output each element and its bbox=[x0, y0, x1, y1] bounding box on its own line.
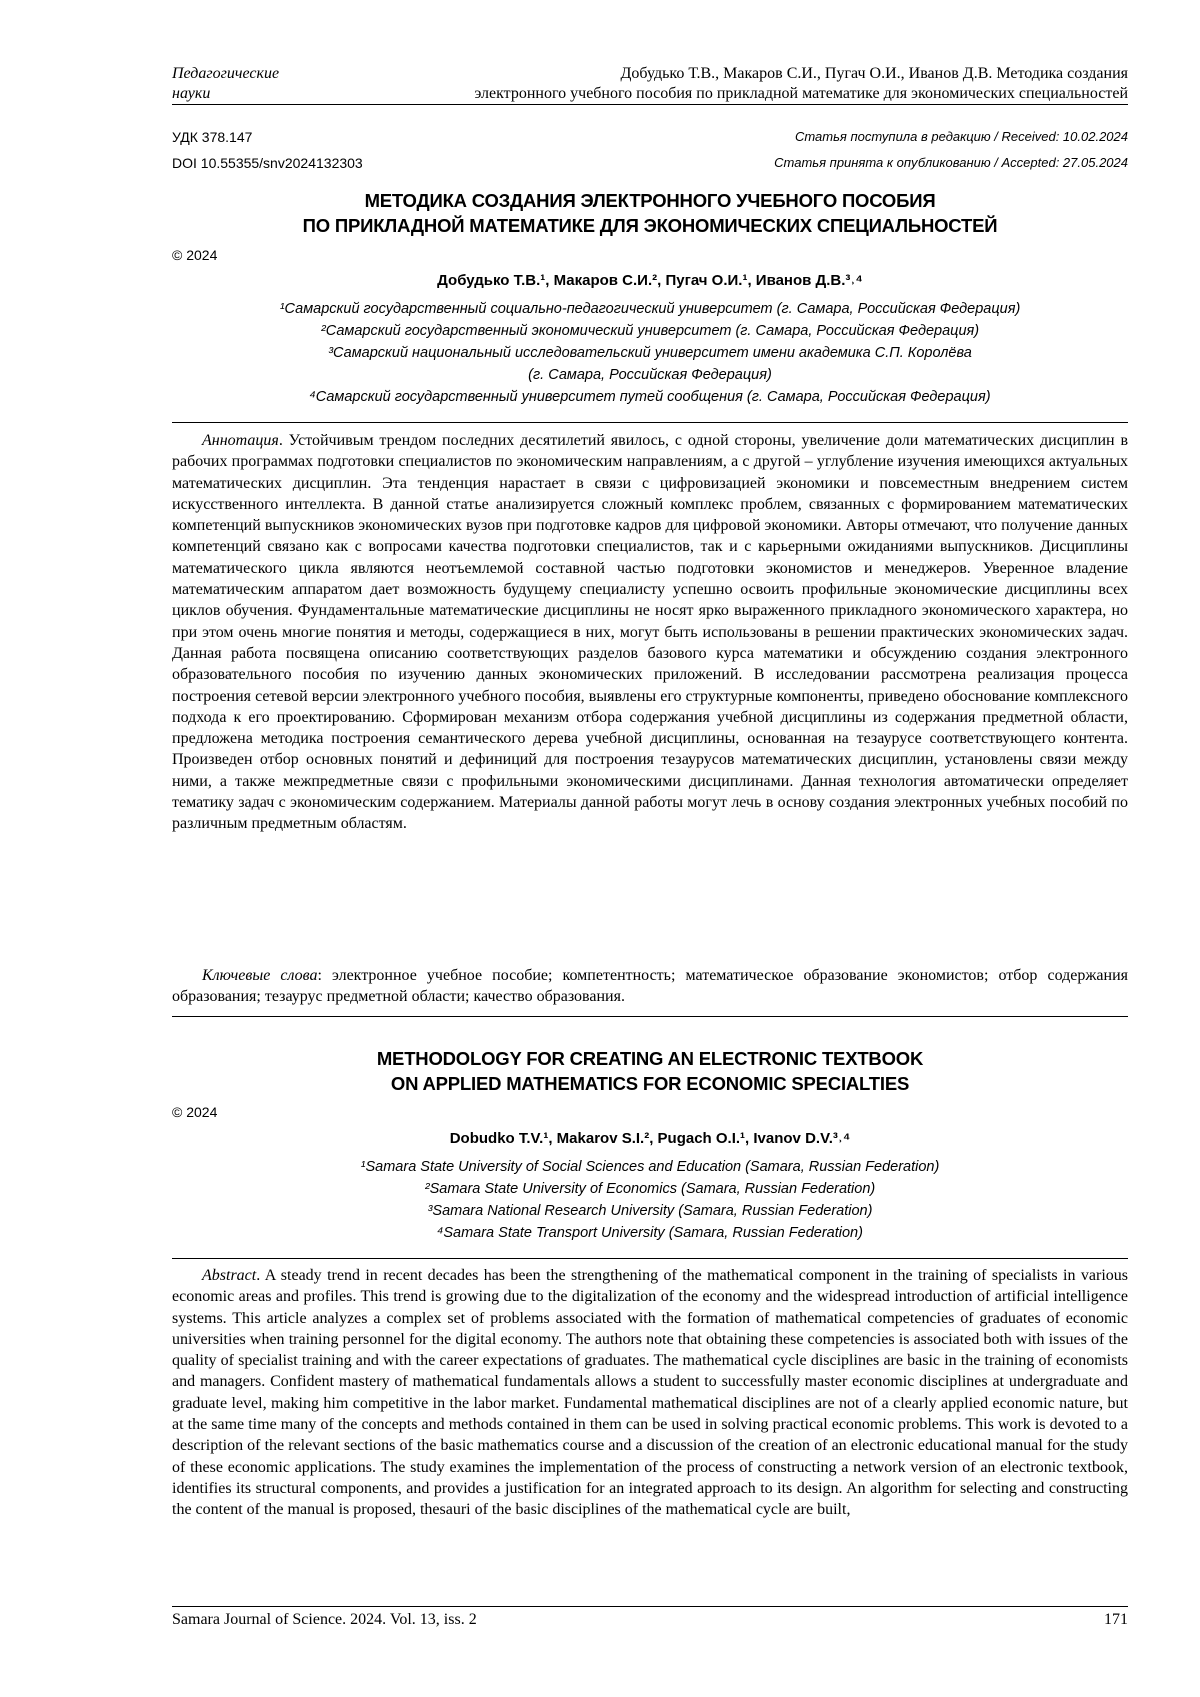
ru-abstract bbox=[172, 430, 1128, 835]
section-label-line2: науки bbox=[172, 85, 211, 102]
section-label bbox=[172, 64, 279, 104]
ru-affiliation-3: ³Самарский национальный исследовательский университет имени академика С.П. Королёва bbox=[328, 345, 972, 361]
ru-title bbox=[172, 188, 1128, 238]
ru-affiliations bbox=[172, 298, 1128, 408]
ru-affiliation-2: ²Самарский государственный экономический университет (г. Самара, Российская Федерация) bbox=[320, 323, 980, 339]
footer-rule bbox=[172, 1606, 1128, 1607]
journal-page bbox=[172, 0, 1128, 1697]
section-label-line1: Педагогические bbox=[172, 65, 280, 82]
en-abstract-top-rule bbox=[172, 1258, 1128, 1259]
en-title bbox=[172, 1046, 1128, 1096]
accepted-date: Статья принята к опубликованию / Accepted: 27.05.2024 bbox=[774, 155, 1128, 170]
page-number: 171 bbox=[1104, 1611, 1128, 1628]
en-affiliation-3: ³Samara National Research University (Samara, Russian Federation) bbox=[427, 1203, 873, 1219]
article-dates bbox=[774, 124, 1128, 176]
en-authors: Dobudko T.V.¹, Makarov S.I.², Pugach O.I.¹, Ivanov D.V.³˒⁴ bbox=[449, 1130, 851, 1147]
udc-code: УДК 378.147 bbox=[172, 129, 253, 145]
citation-line2: электронного учебного пособия по прикладной математике для экономических специальностей bbox=[474, 85, 1128, 102]
ru-title-line1: МЕТОДИКА СОЗДАНИЯ ЭЛЕКТРОННОГО УЧЕБНОГО ПОСОБИЯ bbox=[364, 190, 936, 211]
en-abstract bbox=[172, 1265, 1128, 1601]
ru-affiliation-4: ⁴Самарский государственный университет путей сообщения (г. Самара, Российская Федерация) bbox=[309, 389, 991, 405]
en-affiliation-2: ²Samara State University of Economics (Samara, Russian Federation) bbox=[424, 1181, 876, 1197]
en-abstract-text: . A steady trend in recent decades has been the strengthening of the mathematical component in the training of specialists in various economic areas and profiles. This trend is growing due to the digitalization of the economy and the widespread introduction of artificial intelligence systems. This article analyzes a complex set of problems associated with the formation of mathematical competencies of graduates of economic universities when training personnel for the digital economy. The authors note that obtaining these competencies is associated both with issues of the quality of specialist training and with the career expectations of graduates. The mathematical cycle disciplines are basic in the training of economists and managers. Confident mastery of mathematical fundamentals allows a student to successfully master economic disciplines at undergraduate and graduate level, making him competitive in the labor market. Fundamental mathematical disciplines are not of a clearly applied economic nature, but at the same time many of the concepts and methods contained in them can be used in solving practical economic problems. This work is devoted to a description of the relevant sections of the basic mathematics course and a discussion of the creation of an electronic educational manual for the study of these economic applications. The study examines the implementation of the process of constructing a network version of an electronic textbook, identifies its structural components, and provides a justification for an integrated approach to its design. An algorithm for selecting and constructing the content of the manual is proposed, thesauri of the basic disciplines of the mathematical cycle are built, bbox=[172, 1267, 1128, 1519]
ru-keywords-text: : электронное учебное пособие; компетентность; математическое образование экономистов; отбор содержания образования; тезаурус предметной области; качество образования. bbox=[172, 967, 1128, 1006]
en-affiliations bbox=[172, 1156, 1128, 1244]
doi[interactable]: DOI 10.55355/snv2024132303 bbox=[172, 155, 363, 171]
en-copyright: © 2024 bbox=[172, 1104, 218, 1120]
ru-title-line2: ПО ПРИКЛАДНОЙ МАТЕМАТИКЕ ДЛЯ ЭКОНОМИЧЕСКИХ СПЕЦИАЛЬНОСТЕЙ bbox=[302, 215, 998, 236]
en-affiliation-4: ⁴Samara State Transport University (Samara, Russian Federation) bbox=[437, 1225, 863, 1241]
en-affiliation-1: ¹Samara State University of Social Sciences and Education (Samara, Russian Federation) bbox=[360, 1159, 940, 1175]
ru-affiliation-3-cont: (г. Самара, Российская Федерация) bbox=[528, 367, 772, 383]
received-date: Статья поступила в редакцию / Received: 10.02.2024 bbox=[794, 129, 1128, 144]
journal-citation: Samara Journal of Science. 2024. Vol. 13, iss. 2 bbox=[172, 1611, 477, 1628]
header-rule bbox=[172, 104, 1128, 105]
running-header bbox=[172, 64, 1128, 104]
ru-abstract-text: . Устойчивым трендом последних десятилетий явилось, с одной стороны, увеличение доли математических дисциплин в рабочих программах подготовки специалистов по экономическим направлениям, а с другой – углубление изучения имеющихся актуальных математических дисциплин. Эта тенденция нарастает в связи с цифровизацией экономики и повсеместным внедрением систем искусственного интеллекта. В данной статье анализируется сложный комплекс проблем, связанных с формированием математических компетенций выпускников экономических вузов при подготовке кадров для цифровой экономики. Авторы отмечают, что получение данных компетенций связано как с вопросами качества подготовки специалистов, так и с карьерными ожиданиями выпускников. Дисциплины математического цикла являются неотъемлемой составной частью подготовки экономистов и менеджеров. Уверенное владение математическим аппаратом дает возможность будущему специалисту успешно освоить профильные экономические дисциплины всех циклов обучения. Фундаментальные математические дисциплины не носят ярко выраженного прикладного экономического характера, но при этом очень многие понятия и методы, содержащиеся в них, могут быть использованы в решении практических экономических задач. Данная работа посвящена описанию соответствующих разделов базового курса математики и обсуждению создания электронного образовательного пособия по изучению данных экономических приложений. В исследовании рассмотрена реализация процесса построения сетевой версии электронного учебного пособия, выявлены его структурные компоненты, приведено обоснование комплексного подхода к его проектированию. Сформирован механизм отбора содержания учебной дисциплины из содержания предметной области, предложена методика построения семантического дерева учебной дисциплины, основанная на тезаурусе соответствующего контента. Произведен отбор основных понятий и дефиниций для построения тезаурусов математических дисциплин, установлены связи между ними, а также межпредметные связи с профильными экономическими дисциплинами. Данная технология автоматически определяет тематику задач с экономическим содержанием. Материалы данной работы могут лечь в основу создания электронных учебных пособий по различным предметным областям. bbox=[172, 432, 1128, 833]
en-abstract-label: Abstract bbox=[202, 1267, 257, 1284]
article-identifiers bbox=[172, 124, 363, 176]
ru-abstract-bottom-rule bbox=[172, 1016, 1128, 1017]
citation-line1: Добудько Т.В., Макаров С.И., Пугач О.И., Иванов Д.В. Методика создания bbox=[620, 65, 1128, 82]
ru-abstract-label: Аннотация bbox=[202, 432, 279, 449]
ru-affiliation-1: ¹Самарский государственный социально-педагогический университет (г. Самара, Российская Федерация) bbox=[279, 301, 1021, 317]
ru-abstract-top-rule bbox=[172, 422, 1128, 423]
en-title-line2: ON APPLIED MATHEMATICS FOR ECONOMIC SPECIALTIES bbox=[390, 1073, 910, 1094]
citation-header bbox=[474, 64, 1128, 104]
ru-authors: Добудько Т.В.¹, Макаров С.И.², Пугач О.И.¹, Иванов Д.В.³˒⁴ bbox=[437, 272, 863, 289]
ru-keywords-label: Ключевые слова bbox=[202, 967, 318, 984]
ru-copyright: © 2024 bbox=[172, 247, 218, 263]
en-title-line1: METHODOLOGY FOR CREATING AN ELECTRONIC TEXTBOOK bbox=[376, 1048, 924, 1069]
ru-keywords bbox=[172, 965, 1128, 1008]
